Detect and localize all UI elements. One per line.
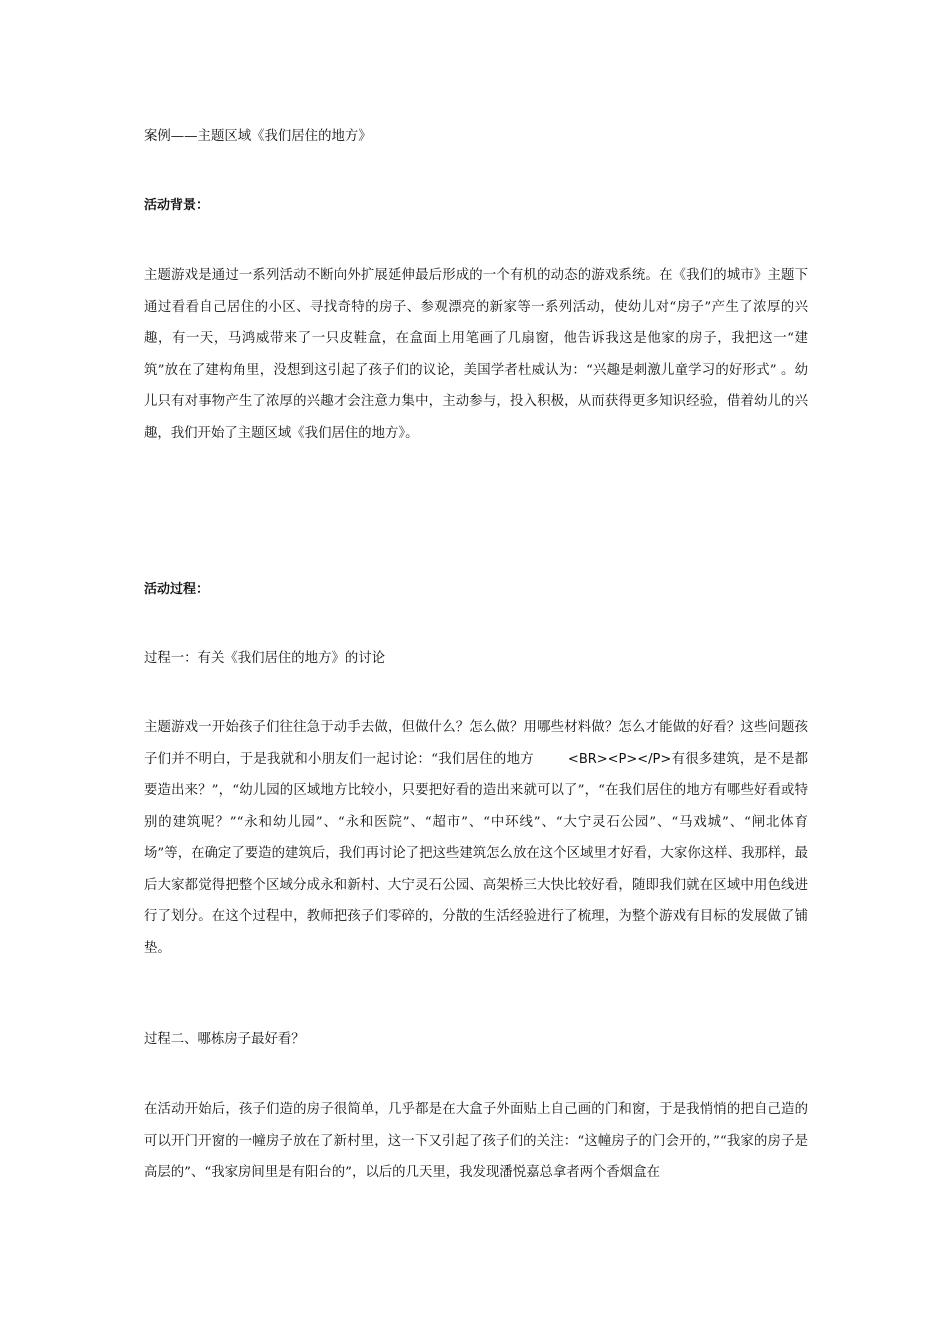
process1-paragraph [144,712,808,964]
background-heading: 活动背景： [144,198,210,213]
process1-markup-text: <BR><P></P> [567,751,672,767]
process1-text-a: 主题游戏一开始孩子们往往急于动手去做，但做什么？怎么做？用哪些材料做？怎么才能做的好看？这些问题孩子们并不明白，于是我就和小朋友们一起讨论：“我们居住的地方 [144,720,808,767]
process2-title: 过程二、哪栋房子最好看？ [144,1032,305,1047]
process-heading: 活动过程： [144,582,210,597]
process2-paragraph: 在活动开始后，孩子们造的房子很简单，几乎都是在大盒子外面贴上自己画的门和窗，于是我悄悄的把自己造的可以开门开窗的一幢房子放在了新村里，这一下又引起了孩子们的关注：“这幢房子的门会开的，”“我家的房子是高层的”、“我家房间里是有阳台的”，以后的几天里，我发现潘悦嘉总拿者两个香烟盒在 [144,1102,808,1180]
background-paragraph: 主题游戏是通过一系列活动不断向外扩展延伸最后形成的一个有机的动态的游戏系统。在《我们的城市》主题下通过看看自己居住的小区、寻找奇特的房子、参观漂亮的新家等一系列活动，使幼儿对“房子”产生了浓厚的兴趣，有一天，马鸿威带来了一只皮鞋盒，在盒面上用笔画了几扇窗，他告诉我这是他家的房子，我把这一“建筑”放在了建构角里，没想到这引起了孩子们的议论，美国学者杜威认为：“兴趣是刺激儿童学习的好形式” 。幼儿只有对事物产生了浓厚的兴趣才会注意力集中，主动参与，投入积极，从而获得更多知识经验，借着幼儿的兴趣，我们开始了主题区域《我们居住的地方》。 [144,268,808,441]
process1-text-b: 有很多建筑，是不是都要造出来？”，“幼儿园的区域地方比较小，只要把好看的造出来就可以了”，“在我们居住的地方有哪些好看或特别的建筑呢？”“永和幼儿园”、“永和医院”、“超市”、“中环线”、“大宁灵石公园”、“马戏城”、“闸北体育场”等，在确定了要造的建筑后，我们再讨论了把这些建筑怎么放在这个区域里才好看，大家你这样、我那样，最后大家都觉得把整个区域分成永和新村、大宁灵石公园、高架桥三大快比较好看，随即我们就在区域中用色线进行了划分。在这个过程中，教师把孩子们零碎的，分散的生活经验进行了梳理，为整个游戏有目标的发展做了铺垫。 [144,751,809,956]
process1-title: 过程一：有关《我们居住的地方》的讨论 [144,651,386,666]
document-title: 案例——主题区域《我们居住的地方》 [144,129,372,144]
